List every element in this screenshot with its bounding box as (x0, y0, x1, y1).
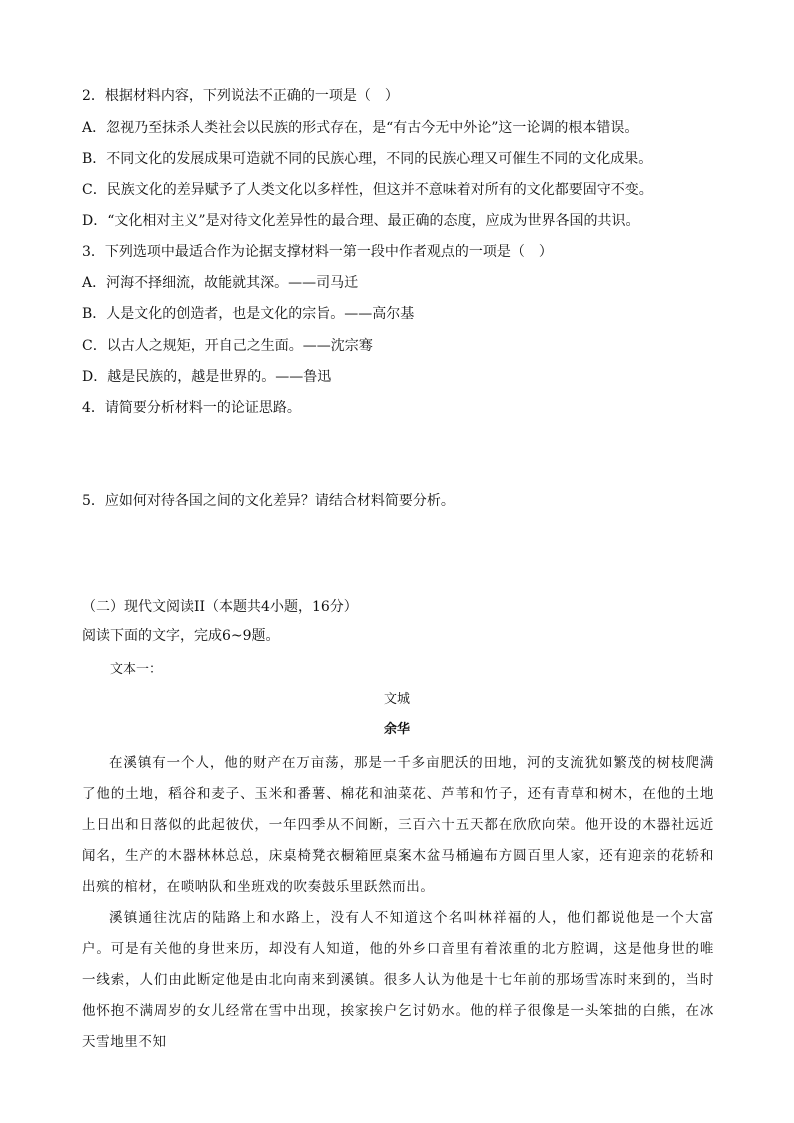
article-paragraph: 在溪镇有一个人，他的财产在万亩荡，那是一千多亩肥沃的田地，河的支流犹如繁茂的树枝爬满了他的土地，稻谷和麦子、玉米和番薯、棉花和油菜花、芦苇和竹子，还有青草和树木，在他的土地上日出和日落似的此起彼伏，一年四季从不间断，三百六十五天都在欣欣向荣。他开设的木器社远近闻名，生产的木器林林总总，床桌椅凳衣橱箱匣桌案木盆马桶遍布方圆百里人家，还有迎亲的花轿和出殡的棺材，在唢呐队和坐班戏的吹奏鼓乐里跃然而出。 (82, 755, 714, 895)
question-3-option-c: C．以古人之规矩，开自己之生面。——沈宗骞 (82, 338, 373, 354)
article-paragraph: 溪镇通往沈店的陆路上和水路上，没有人不知道这个名叫林祥福的人，他们都说他是一个大富户。可是有关他的身世来历，却没有人知道，他的外乡口音里有着浓重的北方腔调，这是他身世的唯一线索，人们由此断定他是由北向南来到溪镇。很多人认为他是十七年前的那场雪冻时来到的，当时他怀抱不满周岁的女儿经常在雪中出现，挨家挨户乞讨奶水。他的样子很像是一头笨拙的白熊，在冰天雪地里不知 (82, 910, 714, 1050)
question-3-option-d: D．越是民族的，越是世界的。——鲁迅 (82, 369, 332, 385)
question-3-option-b: B．人是文化的创造者，也是文化的宗旨。——高尔基 (82, 306, 415, 322)
text-label: 文本一： (110, 662, 163, 677)
question-4: 4．请简要分析材料一的论证思路。 (82, 400, 301, 416)
question-2-option-b: B．不同文化的发展成果可造就不同的民族心理，不同的民族心理又可催生不同的文化成果。 (82, 151, 653, 167)
question-2-option-c: C．民族文化的差异赋予了人类文化以多样性，但这并不意味着对所有的文化都要固守不变。 (82, 182, 653, 198)
question-3-stem: 3．下列选项中最适合作为论据支撑材料一第一段中作者观点的一项是（ ） (82, 244, 553, 260)
question-5: 5．应如何对待各国之间的文化差异？请结合材料简要分析。 (82, 493, 455, 509)
section-heading: （二）现代文阅读II（本题共4小题，16分） (82, 599, 358, 615)
article-body (82, 748, 714, 1058)
article-title: 文城 (383, 692, 410, 707)
article-author: 余华 (383, 722, 410, 737)
question-3-option-a: A．河海不择细流，故能就其深。——司马迁 (82, 275, 359, 291)
section-instruction: 阅读下面的文字，完成6~9题。 (82, 628, 280, 644)
question-2-stem: 2．根据材料内容，下列说法不正确的一项是（ ） (82, 88, 399, 104)
question-2-option-a: A．忽视乃至抹杀人类社会以民族的形式存在，是“有古今无中外论”这一论调的根本错误。 (82, 120, 639, 136)
question-2-option-d: D．“文化相对主义”是对待文化差异性的最合理、最正确的态度，应成为世界各国的共识。 (82, 213, 640, 229)
